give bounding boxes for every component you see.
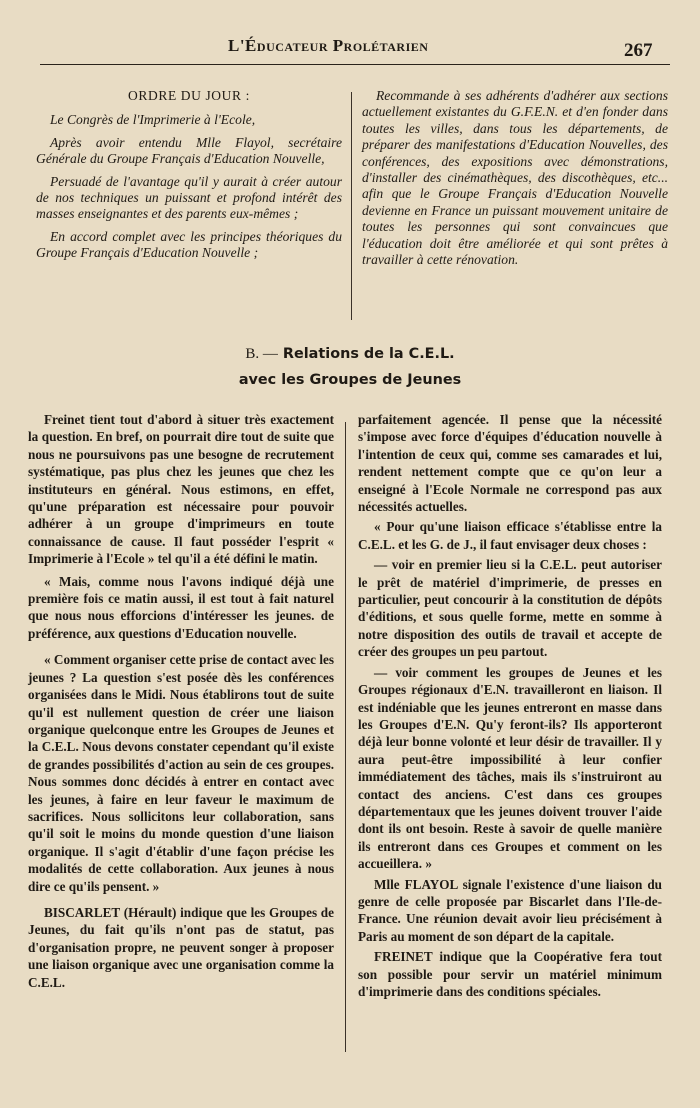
column-divider [345, 422, 346, 1052]
header-rule [40, 64, 670, 65]
section-prefix: B. — [245, 346, 278, 362]
order-paragraph: En accord complet avec les principes théoriques du Groupe Français d'Education Nouvelle ; [36, 228, 342, 261]
body-paragraph: — voir en premier lieu si la C.E.L. peut autoriser le prêt de matériel d'imprimerie, de presses en particulier, peut concourir à la constitution de dépôts d'éditions, et sous quelle forme, mette en somme à notre disposition des outils de travail et accepte de créer des groupes un peu partout. [358, 557, 662, 660]
body-paragraph: parfaitement agencée. Il pense que la nécessité s'impose avec force d'équipes d'éducation nouvelle à l'intention de ceux qui, comme ses camarades et lui, rendent nettement compte que ce qu'on leur a enseigné à l'Ecole Normale ne correspond pas aux nécessités actuelles. [358, 412, 662, 515]
body-paragraph: « Pour qu'une liaison efficace s'établisse entre la C.E.L. et les G. de J., il faut envisager deux choses : [358, 519, 662, 552]
body-paragraph: BISCARLET (Hérault) indique que les Groupes de Jeunes, du fait qu'ils n'ont pas de statut, pas d'organisation propre, ne peuvent songer à proposer une liaison organique avec une organisation comme la C.E.L. [28, 904, 334, 990]
order-of-day-left-column [36, 88, 342, 268]
order-paragraph: Après avoir entendu Mlle Flayol, secrétaire Générale du Groupe Français d'Education Nouvelle, [36, 134, 342, 167]
body-left-column [28, 411, 334, 994]
page-number: 267 [624, 40, 653, 61]
order-paragraph: Persuadé de l'avantage qu'il y aurait à créer autour de nos techniques un puissant et profond intérêt des masses enseignantes et des parents eux-mêmes ; [36, 173, 342, 222]
body-paragraph: Mlle FLAYOL signale l'existence d'une liaison du genre de celle proposée par Biscarlet dans l'Ile-de-France. Une réunion devait avoir lieu précisément à Paris au moment de son départ de la capitale. [358, 876, 662, 944]
body-right-column [358, 411, 662, 1003]
order-of-day-heading: ORDRE DU JOUR : [128, 88, 250, 103]
body-paragraph: — voir comment les groupes de Jeunes et les Groupes régionaux d'E.N. travailleront en liaison. Il est indéniable que les jeunes entreront en masse dans les Groupes d'E.N. Qu'y feront-ils? Ils apporteront déjà leur bonne volonté et leur désir de travailler. Il y aura peut-être impossibilité à leur confier immédiatement des tâches, mais ils s'instruiront au contact des anciens. C'est dans ces groupes départementaux que les jeunes doivent trouver l'aide dont ils ont besoin. Reste à savoir de quelle manière ils entreront dans ces Groupes et comment on les accueillera. » [358, 664, 662, 872]
order-of-day-right-column [362, 88, 668, 274]
order-paragraph: Le Congrès de l'Imprimerie à l'Ecole, [50, 112, 256, 128]
section-subtitle: avec les Groupes de Jeunes [238, 372, 462, 388]
order-paragraph: Recommande à ses adhérents d'adhérer aux sections actuellement existantes du G.F.E.N. et d'en fonder dans toutes les villes, dans tous les départements, de préparer des manifestations d'Education Nouvelles, des conférences, des expositions avec démonstrations, d'installer des cinémathèques, des discothèques, etc... afin que le Groupe Français d'Education Nouvelle devienne en France un puissant mouvement unitaire de toutes les personnes qui sont convaincues que l'éducation doit être améliorée et qui sont prêtes à travailler à cette rénovation. [362, 88, 668, 268]
body-paragraph: « Mais, comme nous l'avons indiqué déjà une première fois ce matin aussi, il est tout à fait naturel que nous nous efforcions d'intéresser les jeunes. de préférence, aux questions d'Education nouvelle. [28, 573, 334, 641]
running-header-title: L'Éducateur Prolétarien [228, 36, 429, 55]
body-paragraph: FREINET indique que la Coopérative fera tout son possible pour servir un matériel minimum d'imprimerie dans des conditions spéciales. [358, 949, 662, 999]
column-divider [351, 92, 352, 320]
body-paragraph: Freinet tient tout d'abord à situer très exactement la question. En bref, on pourrait dire tout de suite que nous ne poursuivons pas une besogne de recrutement systématique, pas plus chez les jeunes que chez les instituteurs en général. Nous estimons, en effet, qu'une préparation est nécessaire pour pouvoir adhérer à un groupe d'imprimeurs en toute connaissance de cause. Il faut posséder l'esprit « Imprimerie à l'Ecole » tel qu'il a été défini le matin. [28, 412, 334, 567]
section-title-line1: Relations de la C.E.L. [282, 346, 455, 362]
body-paragraph: « Comment organiser cette prise de contact avec les jeunes ? La question s'est posée dès les conférences organisées dans le Midi. Nous établirons tout de suite qu'il est nullement question de créer une liaison organique quelconque entre les Groupes de Jeunes et la C.E.L. Nous devons constater cependant qu'il existe de grandes possibilités d'action au sein de ces groupes. Nous sommes donc décidés à entrer en contact avec les jeunes, à faire en leur faveur le maximum de sacrifices. Nous sollicitons leur collaboration, sans qu'il soit le moins du monde question d'une liaison organique. Il s'agit d'établir d'une façon précise les modalités de cette collaboration. Aux jeunes à nous dire ce qu'ils pensent. » [28, 652, 334, 894]
section-title [0, 346, 700, 363]
